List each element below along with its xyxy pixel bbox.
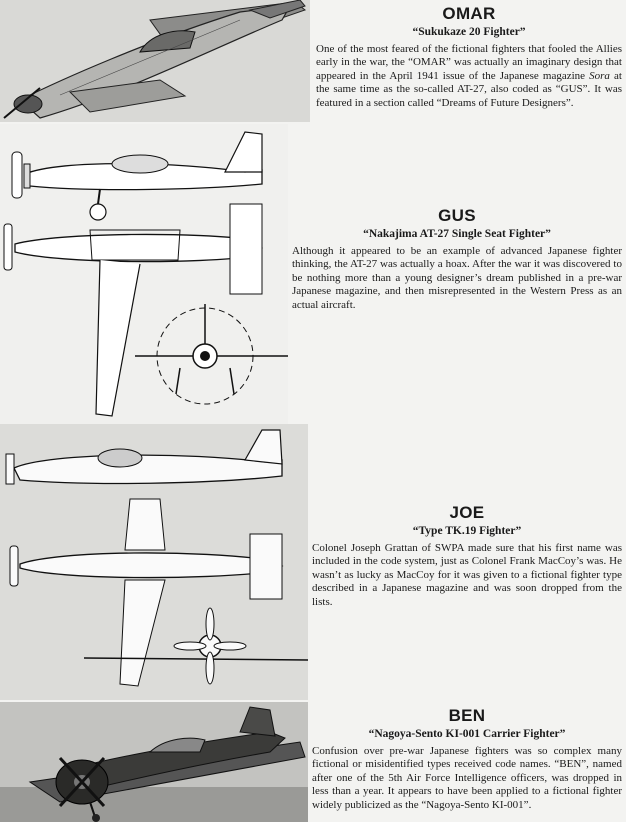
- ben-subtitle: “Nagoya-Sento KI-001 Carrier Fighter”: [368, 728, 566, 740]
- omar-subtitle: “Sukukaze 20 Fighter”: [412, 26, 526, 38]
- omar-description: One of the most feared of the fictional fighters that fooled the Allies early in the war, the “OMAR” was actually an imaginary design that appeared in the April 1941 issue of the Japanese magazine Sora at the same time as the so-called AT-27, also coded as “GUS”. It was featured in a section called “Dreams of Future Designers”.: [316, 43, 622, 109]
- joe-illustration: [0, 424, 308, 700]
- ben-photo: [0, 702, 308, 822]
- joe-codename: JOE: [449, 503, 485, 522]
- omar-entry: [316, 4, 622, 110]
- gus-description: Although it appeared to be an example of advanced Japanese fighter thinking, the AT-27 was actually a hoax. After the war it was discovered to be nothing more than a young designer’s dream published in a pre-war Japanese magazine, and then misrepresented in the Western Press as an actual aircraft.: [292, 245, 622, 311]
- omar-magazine-name: Sora: [589, 69, 610, 82]
- gus-entry: [292, 206, 622, 312]
- joe-description: Colonel Joseph Grattan of SWPA made sure that his first name was included in the code system, just as Colonel Frank MacCoy’s was. He wasn’t as lucky as MacCoy for it was given to a fictional fighter type described in a Japanese magazine and was soon dropped from the lists.: [312, 542, 622, 608]
- gus-illustration: [0, 124, 288, 424]
- gus-codename: GUS: [438, 206, 476, 225]
- omar-illustration: [0, 0, 310, 122]
- gus-subtitle: “Nakajima AT-27 Single Seat Fighter”: [363, 228, 551, 240]
- ben-entry: [312, 706, 622, 812]
- joe-entry: [312, 503, 622, 609]
- omar-codename: OMAR: [442, 4, 496, 23]
- joe-subtitle: “Type TK.19 Fighter”: [412, 525, 522, 537]
- ben-codename: BEN: [448, 706, 486, 725]
- ben-description: Confusion over pre-war Japanese fighters was so complex many fictional or misidentified types received code names. “BEN”, named after one of the 5th Air Force Intelligence officers, was dropped in less than a year. It appears to have been applied to a fictional fighter widely publicized as the “Nagoya-Sento KI-001”.: [312, 745, 622, 811]
